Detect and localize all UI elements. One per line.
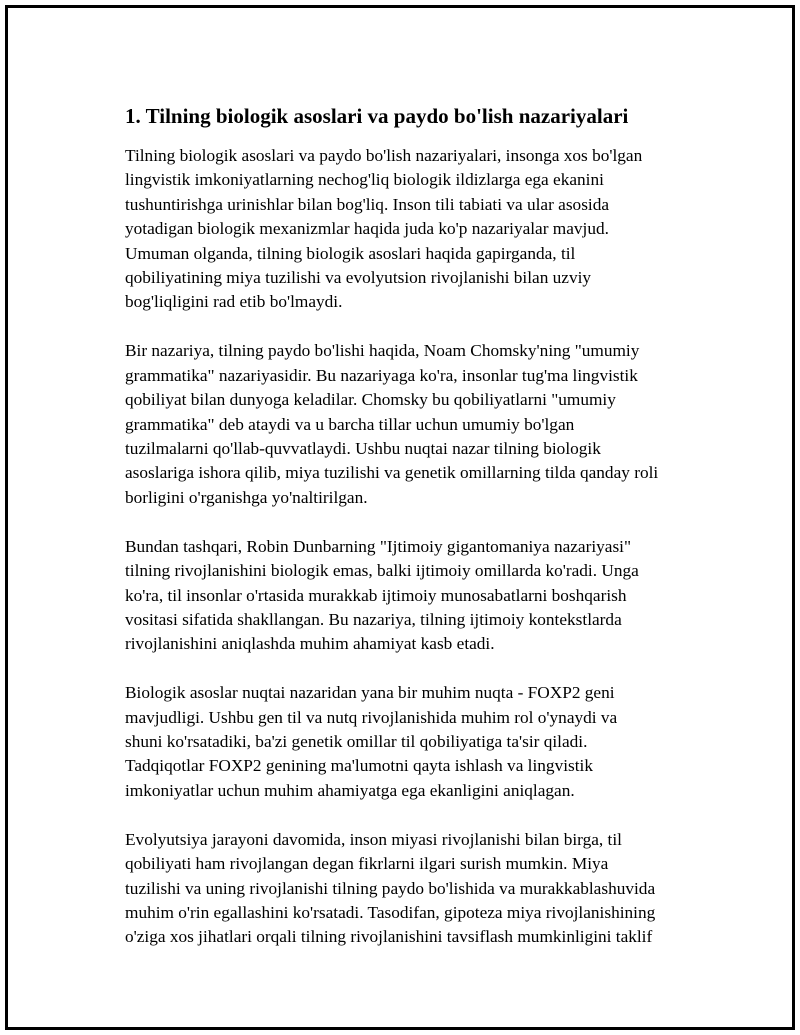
text-line: Umuman olganda, tilning biologik asoslari haqida gapirganda, til (125, 243, 576, 263)
text-line: tushuntirishga urinishlar bilan bog'liq. Inson tili tabiati va ular asosida (125, 194, 610, 214)
document-body (125, 102, 700, 974)
text-line: Tilning biologik asoslari va paydo bo'lish nazariyalari, insonga xos bo'lgan (125, 146, 643, 165)
text-line: muhim o'rin egallashini ko'rsatadi. Tasodifan, gipoteza miya rivojlanishining (125, 902, 656, 922)
text-line: ko'ra, til insonlar o'rtasida murakkab ijtimoiy munosabatlarni boshqarish (125, 585, 627, 605)
document-page (5, 5, 795, 1030)
text-line: grammatika" deb ataydi va u barcha tillar uchun umumiy bo'lgan (125, 414, 575, 434)
document-title: 1. Tilning biologik asoslari va paydo bo'lish nazariyalari (125, 104, 629, 128)
text-line: qobiliyatining miya tuzilishi va evolyutsion rivojlanishi bilan uzviy (125, 268, 592, 288)
paragraph (125, 339, 700, 510)
text-line: bog'liqligini rad etib bo'lmaydi. (125, 292, 343, 312)
text-line: asoslariga ishora qilib, miya tuzilishi va genetik omillarning tilda qanday roli (125, 463, 659, 483)
text-line: lingvistik imkoniyatlarning nechog'liq biologik ildizlarga ega ekanini (125, 170, 604, 190)
paragraph (125, 828, 700, 950)
text-line: tuzilishi va uning rivojlanishi tilning paydo bo'lishida va murakkablashuvida (125, 878, 656, 898)
text-line: qobiliyati ham rivojlangan degan fikrlarni ilgari surish mumkin. Miya (125, 854, 609, 874)
text-line: vositasi sifatida shakllangan. Bu nazariya, tilning ijtimoiy kontekstlarda (125, 609, 622, 629)
paragraph (125, 535, 700, 657)
text-line: Evolyutsiya jarayoni davomida, inson miyasi rivojlanishi bilan birga, til (125, 829, 622, 849)
text-line: grammatika" nazariyasidir. Bu nazariyaga ko'ra, insonlar tug'ma lingvistik (125, 365, 638, 385)
text-line: shuni ko'rsatadiki, ba'zi genetik omillar til qobiliyatiga ta'sir qiladi. (125, 732, 588, 752)
text-line: mavjudligi. Ushbu gen til va nutq rivojlanishida muhim rol o'ynaydi va (125, 707, 618, 727)
text-line: borligini o'rganishga yo'naltirilgan. (125, 487, 368, 507)
paragraph-list (125, 144, 700, 950)
text-line: Tadqiqotlar FOXP2 genining ma'lumotni qayta ishlash va lingvistik (125, 756, 593, 776)
text-line: yotadigan biologik mexanizmlar haqida juda ko'p nazariyalar mavjud. (125, 219, 609, 239)
text-line: Biologik asoslar nuqtai nazaridan yana bir muhim nuqta - FOXP2 geni (125, 683, 615, 703)
text-line: tuzilmalarni qo'llab-quvvatlaydi. Ushbu nuqtai nazar tilning biologik (125, 438, 601, 458)
text-line: rivojlanishini aniqlashda muhim ahamiyat kasb etadi. (125, 634, 495, 654)
text-line: Bir nazariya, tilning paydo bo'lishi haqida, Noam Chomsky'ning "umumiy (125, 341, 640, 361)
text-line: tilning rivojlanishini biologik emas, balki ijtimoiy omillarda ko'radi. Unga (125, 561, 639, 581)
text-line: o'ziga xos jihatlari orqali tilning rivojlanishini tavsiflash mumkinligini taklif (125, 927, 653, 947)
text-line: Bundan tashqari, Robin Dunbarning "Ijtimoiy gigantomaniya nazariyasi" (125, 536, 632, 556)
paragraph (125, 144, 700, 315)
paragraph (125, 681, 700, 803)
text-line: imkoniyatlar uchun muhim ahamiyatga ega ekanligini aniqlagan. (125, 780, 575, 800)
text-line: qobiliyat bilan dunyoga keladilar. Chomsky bu qobiliyatlarni "umumiy (125, 390, 616, 410)
